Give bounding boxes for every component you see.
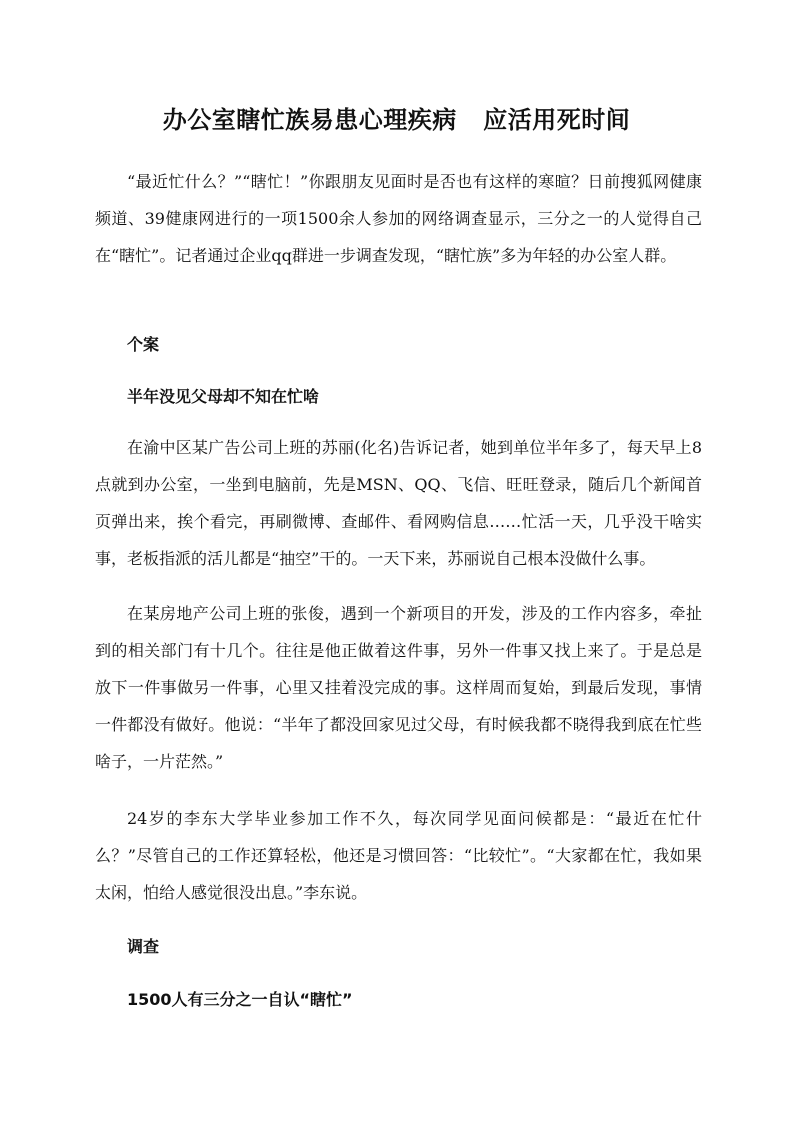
case-paragraph-2: 在某房地产公司上班的张俊，遇到一个新项目的开发，涉及的工作内容多，牵扯到的相关部门有十几个。往往是他正做着这件事，另外一件事又找上来了。于是总是放下一件事做另一件事，心里又挂着没完成的事。这样周而复始，到最后发现，事情一件都没有做好。他说：“半年了都没回家见过父母，有时候我都不晓得我到底在忙些啥子，一片茫然。” <box>95 604 702 771</box>
section-heading-case: 个案 <box>127 335 160 354</box>
section-subheading-survey: 1500人有三分之一自认“瞎忙” <box>127 990 353 1009</box>
section-heading-survey: 调查 <box>127 937 160 956</box>
case-paragraph-3: 24岁的李东大学毕业参加工作不久，每次同学见面问候都是：“最近在忙什么？”尽管自己的工作还算轻松，他还是习惯回答：“比较忙”。“大家都在忙，我如果太闲，怕给人感觉很没出息。”李东说。 <box>95 809 702 902</box>
case-paragraph-1: 在渝中区某广告公司上班的苏丽(化名)告诉记者，她到单位半年多了，每天早上8点就到办公室，一坐到电脑前，先是MSN、QQ、飞信、旺旺登录，随后几个新闻首页弹出来，挨个看完，再刷微博、查邮件、看网购信息……忙活一天，几乎没干啥实事，老板指派的活儿都是“抽空”干的。一天下来，苏丽说自己根本没做什么事。 <box>95 438 702 568</box>
document-title: 办公室瞎忙族易患心理疾病 应活用死时间 <box>162 106 631 134</box>
section-subheading-case: 半年没见父母却不知在忙啥 <box>127 387 320 406</box>
intro-paragraph: “最近忙什么？”“瞎忙！”你跟朋友见面时是否也有这样的寒暄？日前搜狐网健康频道、39健康网进行的一项1500余人参加的网络调查显示，三分之一的人觉得自己在“瞎忙”。记者通过企业qq群进一步调查发现，“瞎忙族”多为年轻的办公室人群。 <box>95 172 702 265</box>
